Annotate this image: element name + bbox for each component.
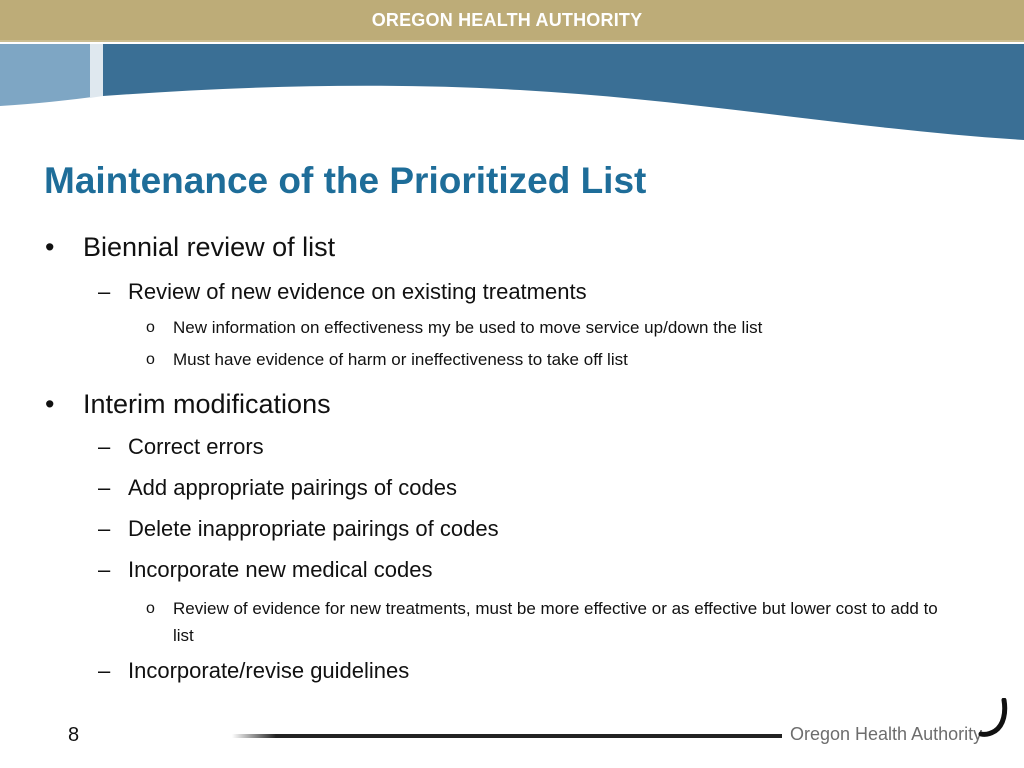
circle-marker: o xyxy=(146,600,155,617)
subbullet-correct-errors xyxy=(98,434,264,460)
bullet-marker: • xyxy=(45,232,55,262)
dash-marker: – xyxy=(98,279,111,304)
header-org-title: OREGON HEALTH AUTHORITY xyxy=(371,10,643,30)
subsubbullet-harm-evidence xyxy=(146,350,628,370)
subbullet-delete-pairings xyxy=(98,516,499,542)
bullet-marker: • xyxy=(45,389,55,419)
dash-marker: – xyxy=(98,434,111,459)
oha-logo-icon xyxy=(978,698,1012,740)
subsubbullet-new-information xyxy=(146,318,763,338)
subsubbullet-text: New information on effectiveness my be used to move service up/down the list xyxy=(173,318,763,337)
subsubbullet-review-evidence-new-treatments xyxy=(146,595,953,649)
dash-marker: – xyxy=(98,475,111,500)
subbullet-text: Delete inappropriate pairings of codes xyxy=(128,516,499,541)
slide-title: Maintenance of the Prioritized List xyxy=(44,160,647,201)
bullet-text: Interim modifications xyxy=(83,389,331,419)
page-number: 8 xyxy=(68,724,80,746)
bullet-interim-modifications xyxy=(45,388,331,420)
subsubbullet-text: Must have evidence of harm or ineffectiveness to take off list xyxy=(173,350,628,369)
subbullet-review-new-evidence xyxy=(98,279,587,305)
subbullet-incorporate-codes xyxy=(98,557,433,583)
subbullet-add-pairings xyxy=(98,475,457,501)
dash-marker: – xyxy=(98,658,111,683)
bullet-text: Biennial review of list xyxy=(83,232,336,262)
dash-marker: – xyxy=(98,516,111,541)
subsubbullet-text: Review of evidence for new treatments, must be more effective or as effective but lower cost to add to list xyxy=(173,599,938,645)
footer-divider xyxy=(232,734,782,738)
subbullet-text: Correct errors xyxy=(128,434,264,459)
footer-logo-text: Oregon Health Authority xyxy=(790,724,983,744)
subbullet-revise-guidelines xyxy=(98,658,410,684)
circle-marker: o xyxy=(146,319,155,336)
subbullet-text: Incorporate/revise guidelines xyxy=(128,658,410,683)
subbullet-text: Incorporate new medical codes xyxy=(128,557,433,582)
subbullet-text: Add appropriate pairings of codes xyxy=(128,475,457,500)
dash-marker: – xyxy=(98,557,111,582)
circle-marker: o xyxy=(146,351,155,368)
bullet-biennial-review xyxy=(45,231,336,263)
subbullet-text: Review of new evidence on existing treatments xyxy=(128,279,587,304)
